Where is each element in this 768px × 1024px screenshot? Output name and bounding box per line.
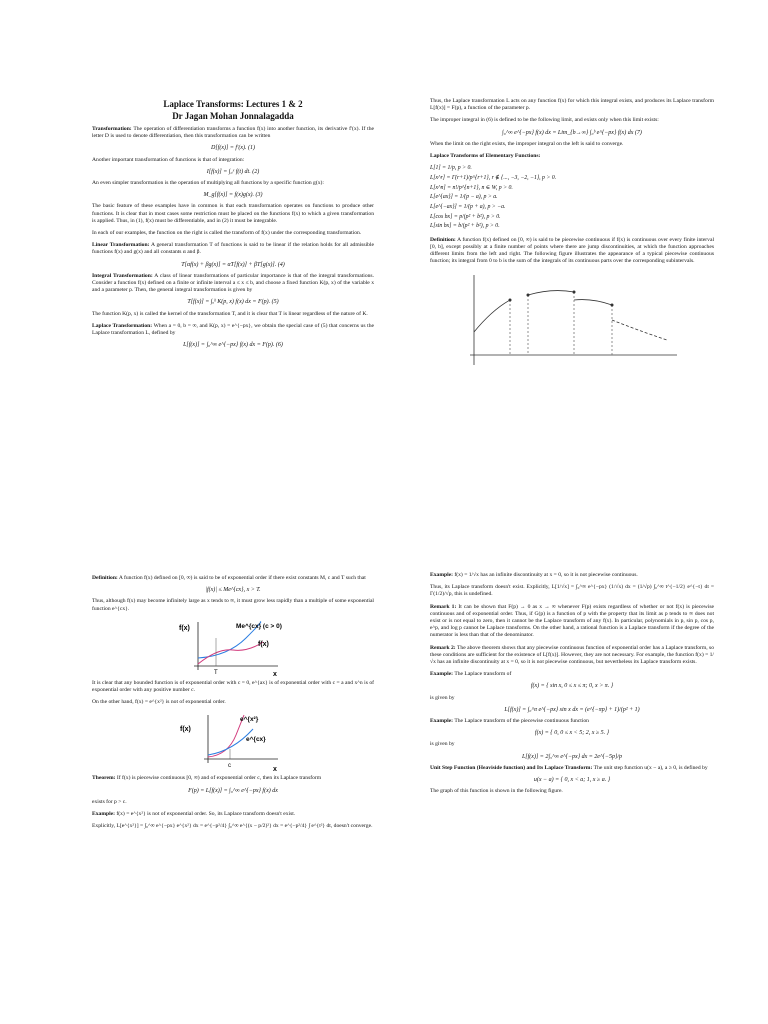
example-paragraph xyxy=(92,811,374,818)
integral-paragraph xyxy=(92,273,374,295)
jump-point xyxy=(527,294,530,297)
remark2-heading: Remark 2: xyxy=(430,644,456,651)
graph-label-me: Me^{cx} (c > 0) xyxy=(236,622,282,630)
example2-text: The Laplace transform of xyxy=(454,671,512,678)
graph-label-x: x xyxy=(273,766,277,774)
example-heading: Example: xyxy=(430,718,453,725)
transformation-paragraph xyxy=(92,126,374,140)
graph-label-fx: f(x) xyxy=(180,726,191,734)
result-equation-2: L[f(x)] = 2∫₅^∞ e^{−px} dx = 2e^{−5p}/p xyxy=(521,753,623,760)
unit-step-paragraph xyxy=(430,765,714,772)
transform-item: L[cos bx] = p/(p² + b²), p > 0. xyxy=(430,213,501,220)
equation-1: D[f(x)] = f'(x). (1) xyxy=(211,145,255,152)
ex2-curve xyxy=(208,715,244,757)
transform-item: L[e^{−ax}] = 1/(p + a), p > −a. xyxy=(430,204,506,211)
curve-segment-1 xyxy=(474,300,510,332)
example3-text: The Laplace transform of the piecewise continuous function xyxy=(454,718,589,725)
remark1-text: It can be shown that F(p) → 0 as x → ∞ whenever F(p) exists regardless of whether or not f(x) is piecewise continuous and of exponential order. Thus, if G(p) is a function of p with the property that its limit as p tends to ∞ does not exist or is not equal to zero, then it cannot be the Laplace transform of any f(x). In particular, polynomials in p, sin p, cos p, e^p, and log p cannot be Laplace transforms. On the other hand, a rational function is a Laplace transform if the degree of the numerator is less than that of the denominator. xyxy=(430,603,714,639)
graph-label-t: T xyxy=(214,669,218,676)
transform-item: L[1] = 1/p, p > 0. xyxy=(430,165,472,172)
transform-item: L[x^r] = Γ(r+1)/p^{r+1}, r ∉ {..., −3, −2, −1}, p > 0. xyxy=(430,174,557,181)
transform-item: L[x^n] = n!/p^{n+1}, n ∈ W, p > 0. xyxy=(430,184,513,191)
linear-paragraph xyxy=(92,242,374,256)
transforms-list xyxy=(430,165,714,230)
graph-label-c: c xyxy=(228,763,231,770)
kernel-text: The function K(p, x) is called the kernel of the transformation T, and it is clear that T is linear regardless of the nature of K. xyxy=(92,310,368,317)
other-hand-text: On the other hand, f(x) = e^{x²} is not of exponential order. xyxy=(92,699,226,706)
definition-paragraph xyxy=(430,237,714,266)
example-heading: Example: xyxy=(430,671,453,678)
intro-text: Thus, the Laplace transformation L acts on any function f(x) for which this integral exists, and produces its Laplace transform L[f(x)] = F(p), a function of the parameter p. xyxy=(430,98,714,112)
unit-step-equation: u(x − a) = { 0, x < a; 1, x ≥ a. } xyxy=(533,777,611,784)
transform-item: L[sin bx] = b/(p² + b²), p > 0. xyxy=(430,223,500,230)
curve-segment-2 xyxy=(528,291,574,295)
equation-7: ∫₀^∞ e^{−px} f(x) dx = Lim_{b→∞} ∫₀ᵇ e^{−px} f(x) dx (7) xyxy=(502,129,642,136)
example3-paragraph xyxy=(430,718,714,725)
elementary-heading: Laplace Transforms of Elementary Functions: xyxy=(430,153,541,160)
jump-point xyxy=(611,304,614,307)
graph-label-fx2: f(x) xyxy=(258,640,269,648)
lecture-page-1 xyxy=(92,98,374,448)
example1-more: Thus, its Laplace transform doesn't exist. Explicitly, L[1/√x] = ∫₀^∞ e^{−px} (1/√x) dx = (1/√p) ∫₀^∞ t^{−1/2} e^{−t} dt = Γ(1/2)/√p, this is undefined. xyxy=(430,584,714,598)
lecture-page-2 xyxy=(430,98,714,528)
remark1-heading: Remark 1: xyxy=(430,603,457,610)
example-heading: Example: xyxy=(92,811,115,818)
exp-order-definition xyxy=(92,575,374,582)
piecewise-function-graph xyxy=(462,270,682,375)
each-example-text: In each of our examples, the function on the right is called the transform of f(x) under the corresponding transformation. xyxy=(92,230,362,237)
bounded-text: It is clear that any bounded function is of exponential order with c = 0, e^{ax} is of exponential order with c = a and x^n is of exponential order with any positive number c. xyxy=(92,679,374,694)
jump-point xyxy=(573,291,576,294)
transform-item: L[e^{ax}] = 1/(p − a), p > a. xyxy=(430,194,498,201)
document-author: Dr Jagan Mohan Jonnalagadda xyxy=(172,111,294,121)
lecture-page-4 xyxy=(430,572,714,917)
example1-text: f(x) = 1/√x has an infinite discontinuity at x = 0, so it is not piecewise continuous. xyxy=(454,572,638,578)
although-text: Thus, although f(x) may become infinitely large as x tends to ∞, it must grow less rapidly than a multiple of some exponential function e^{cx}. xyxy=(92,598,374,612)
example2-paragraph xyxy=(430,671,714,678)
example1-paragraph xyxy=(430,572,714,579)
remark1-paragraph xyxy=(430,604,714,640)
graph-label-fx: f(x) xyxy=(179,624,190,632)
example-text: f(x) = e^{x²} is not of exponential order. So, its Laplace transform doesn't exist. xyxy=(116,811,296,818)
result-equation-1: L[f(x)] = ∫₀^π e^{−px} sin x dx = (e^{−πp} + 1)/(p² + 1) xyxy=(504,706,640,713)
non-exponential-order-graph xyxy=(178,711,288,773)
exponential-order-graph xyxy=(178,618,288,678)
given-by-text: is given by xyxy=(430,741,455,748)
definition-text: A function f(x) defined on [0, ∞) is said to be of exponential order if there exist constants M, c and T such that xyxy=(118,575,366,581)
equation-2: I[f(x)] = ∫₀ˣ f(t) dt. (2) xyxy=(206,168,260,175)
example-heading: Example: xyxy=(430,572,453,578)
laplace-text: When a = 0, b = ∞, and K(p, x) = e^{−px}, we obtain the special case of (5) that concerns us the Laplace transformation L, defined by xyxy=(92,322,374,337)
function-curve xyxy=(198,642,263,664)
linear-text: A general transformation T of functions is said to be linear if the relation holds for all admissible functions f(x) and g(x) and all constants α and β. xyxy=(92,242,374,256)
integration-text: Another important transformation of functions is that of integration: xyxy=(92,156,245,163)
equation-5: T[f(x)] = ∫ₐᵇ K(p, x) f(x) dx = F(p). (5) xyxy=(187,299,279,306)
lecture-page-3 xyxy=(92,575,374,905)
bound-equation: |f(x)| ≤ Me^{cx}, x > T. xyxy=(205,587,261,594)
explicitly-text: Explicitly, L[e^{x²}] = ∫₀^∞ e^{−px} e^{x²} dx = e^{−p²/4} ∫₀^∞ e^{(x − p/2)²} dx = e^{−p²/4} ∫ e^{t²} dt, doesn't converge. xyxy=(92,823,373,830)
graph-label-ecx: e^{cx} xyxy=(246,736,266,744)
theorem-text: If f(x) is piecewise continuous [0, ∞) and of exponential order c, then its Laplace transform xyxy=(116,775,322,782)
improper-text: The improper integral in (6) is defined to be the following limit, and exists only when this limit exists: xyxy=(430,117,659,124)
exists-text: exists for p > c. xyxy=(92,798,127,805)
transformation-text: The operation of differentiation transforms a function f(x) into another function, its derivative f'(x). If the letter D is used to denote differentiation, then this transformation can be written xyxy=(92,126,374,140)
document-title: Laplace Transforms: Lectures 1 & 2 xyxy=(163,99,303,109)
graph-label-ex2: e^{x²} xyxy=(240,716,259,724)
graph-text: The graph of this function is shown in the following figure. xyxy=(430,788,563,795)
theorem-paragraph xyxy=(92,775,374,782)
laplace-paragraph xyxy=(92,323,374,337)
theorem-equation: F(p) = L[f(x)] = ∫₀^∞ e^{−px} f(x) dx xyxy=(188,787,278,794)
curve-segment-4 xyxy=(612,320,667,340)
transformation-heading: Transformation: xyxy=(92,126,132,132)
definition-heading: Definition: xyxy=(92,575,118,581)
piecewise-equation-2: f(x) = { 0, 0 ≤ x < 5; 2, x ≥ 5. } xyxy=(534,730,610,737)
equation-4: T[αf(x) + βg(x)] = αT[f(x)] + βT[g(x)]. (4) xyxy=(181,261,285,268)
graph-label-x: x xyxy=(273,670,277,678)
jump-point xyxy=(509,299,512,302)
remark2-paragraph xyxy=(430,645,714,667)
remark2-text: The above theorem shows that any piecewise continuous function of exponential order has a Laplace transform, so these conditions are sufficient for the existence of L[f(x)]. However, they are not necessary. For example, the function f(x) = 1/√x has an infinite discontinuity at x = 0, so it is not piecewise continuous, but nevertheless its Laplace transform exists. xyxy=(430,644,714,666)
equation-6: L[f(x)] = ∫₀^∞ e^{−px} f(x) dx = F(p). (6) xyxy=(183,342,283,349)
unit-step-text: The unit step function u(x − a), a ≥ 0, is defined by xyxy=(593,764,708,771)
integral-heading: Integral Transformation: xyxy=(92,272,153,279)
given-by-text: is given by xyxy=(430,694,455,701)
piecewise-equation-1: f(x) = { sin x, 0 ≤ x ≤ π; 0, x > π. } xyxy=(530,683,614,690)
curve-segment-3 xyxy=(574,300,612,305)
converge-text: When the limit on the right exists, the improper integral on the left is said to converge. xyxy=(430,140,624,147)
theorem-heading: Theorem: xyxy=(92,775,116,782)
linear-heading: Linear Transformation: xyxy=(92,242,150,249)
integral-text: A class of linear transformations of particular importance is that of the integral transformations. Consider a function f(x) defined on a finite or infinite interval a ≤ x ≤ b, and choose a fixed function K(p, x) of the variable x and a parameter p. Then, the general integral transformation is given by xyxy=(92,272,374,294)
unit-step-heading: Unit Step Function (Heaviside function) and Its Laplace Transform: xyxy=(430,764,593,771)
equation-3: M_g[f(x)] = f(x)g(x). (3) xyxy=(203,192,263,199)
definition-text: A function f(x) defined on [0, ∞) is said to be piecewise continuous if f(x) is continuous over every finite interval [0, b], except possibly at a finite number of points where there are jump discontinuities, at which the function approaches different limits from the left and right. The following figure illustrates the appearance of a typical piecewise continuous function; its integral from 0 to b is the sum of the integrals of its continuous parts over the corresponding subintervals. xyxy=(430,236,714,265)
basic-feature-text: The basic feature of these examples have in common is that each transformation operates on functions to produce other functions. It is clear that in most cases some restriction must be placed on the functions f(x) to which a given transformation is applied. Thus, in (1), f(x) must be differentiable, and in (2) it must be integrable. xyxy=(92,203,374,224)
definition-heading: Definition: xyxy=(430,236,456,243)
multiply-text: An even simpler transformation is the operation of multiplying all functions by a specific function g(x): xyxy=(92,180,324,187)
laplace-heading: Laplace Transformation: xyxy=(92,322,153,329)
